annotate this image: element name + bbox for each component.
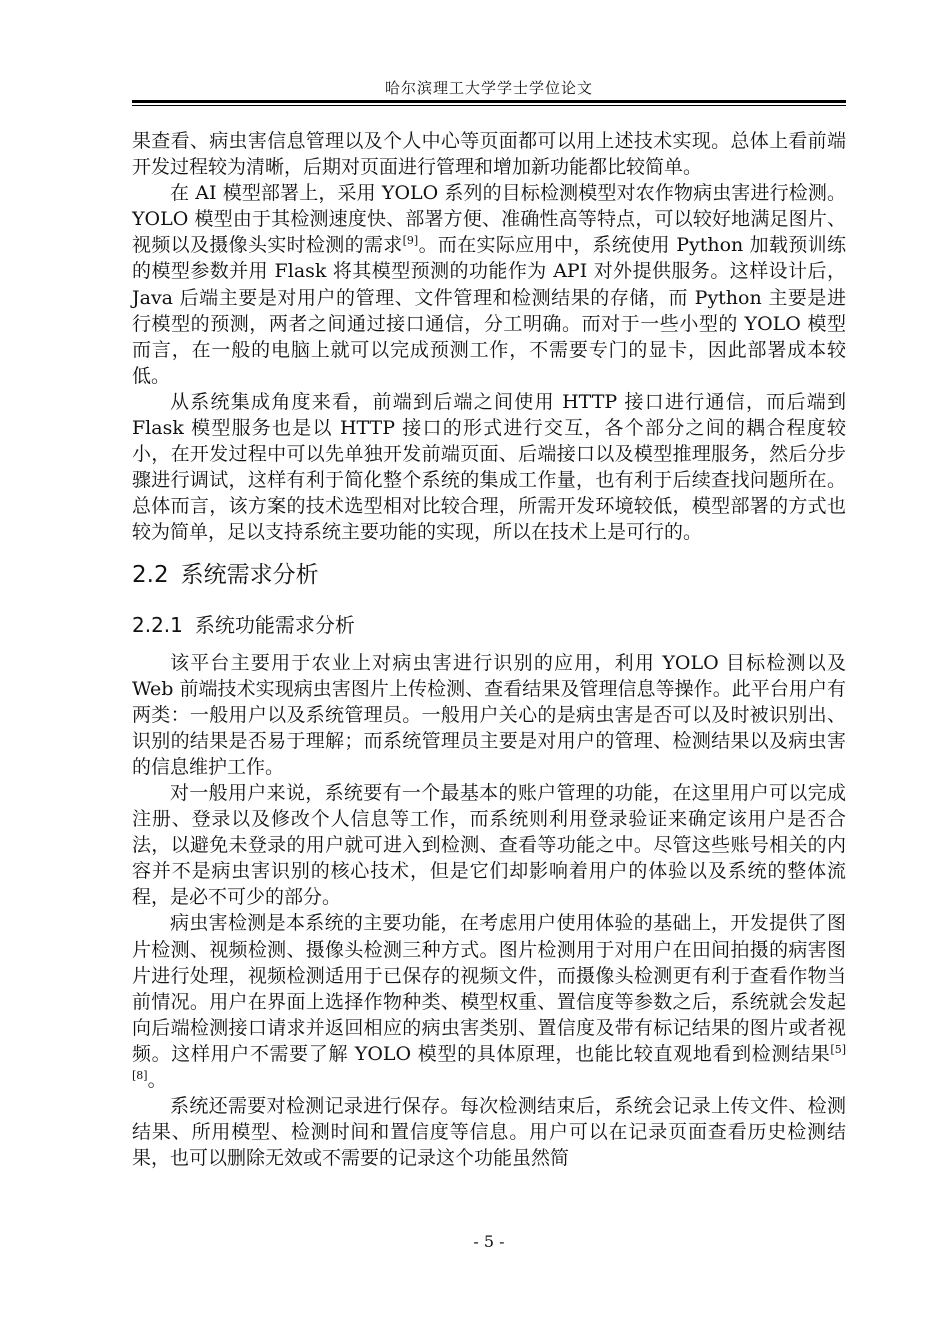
paragraph-text: 。 (147, 1069, 167, 1091)
body-paragraph (132, 650, 846, 780)
page-number: - 5 - (473, 1232, 505, 1251)
citation-reference: [5][8] (132, 1042, 846, 1082)
paragraph-text: 从系统集成角度来看，前端到后端之间使用 HTTP 接口进行通信，而后端到 Flask 模型服务也是以 HTTP 接口的形式进行交互，各个部分之间的耦合程度较小，在开发过程中可以先单独开发前端页面、后端接口以及模型推理服务，然后分步骤进行调试，这样有利于简化整个系统的集成工作量，也有利于后续查找问题所在。总体而言，该方案的技术选型相对比较合理，所需开发环境较低，模型部署的方式也较为简单，足以支持系统主要功能的实现，所以在技术上是可行的。 (132, 390, 846, 544)
body-paragraph (132, 180, 846, 389)
subsection-title: 系统功能需求分析 (194, 612, 355, 637)
citation-reference: [9] (402, 234, 419, 248)
paragraph-text: 病虫害检测是本系统的主要功能，在考虑用户使用体验的基础上，开发提供了图片检测、视频检测、摄像头检测三种方式。图片检测用于对用户在田间拍摄的病害图片进行处理，视频检测适用于已保存的视频文件，而摄像头检测更有利于查看作物当前情况。用户在界面上选择作物种类、模型权重、置信度等参数之后，系统就会发起向后端检测接口请求并返回相应的病虫害类别、置信度及带有标记结果的图片或者视频。这样用户不需要了解 YOLO 模型的具体原理，也能比较直观地看到检测结果 (132, 912, 846, 1065)
paragraph-text: 在 AI 模型部署上，采用 YOLO 系列的目标检测模型对农作物病虫害进行检测。YOLO 模型由于其检测速度快、部署方便、准确性高等特点，可以较好地满足图片、视频以及摄像头实时检测的需求 (132, 182, 846, 257)
header-rule-thick (132, 100, 846, 103)
paragraphs-before-section (132, 128, 846, 546)
paragraph-text: 该平台主要用于农业上对病虫害进行识别的应用，利用 YOLO 目标检测以及 Web 前端技术实现病虫害图片上传检测、查看结果及管理信息等操作。此平台用户有两类：一般用户以及系统管理员。一般用户关心的是病虫害是否可以及时被识别出、识别的结果是否易于理解；而系统管理员主要是对用户的管理、检测结果以及病虫害的信息维护工作。 (132, 651, 846, 778)
body-paragraph (132, 780, 846, 910)
body-paragraph (132, 910, 846, 1093)
page-body (132, 128, 846, 1171)
section-number: 2.2 (132, 561, 169, 588)
paragraph-text: 系统还需要对检测记录进行保存。每次检测结束后，系统会记录上传文件、检测结果、所用模型、检测时间和置信度等信息。用户可以在记录页面查看历史检测结果，也可以删除无效或不需要的记录这个功能虽然简 (132, 1095, 846, 1170)
body-paragraph (132, 389, 846, 546)
paragraphs-after-subsection (132, 650, 846, 1172)
subsection-heading (132, 610, 846, 640)
subsection-number: 2.2.1 (132, 612, 183, 637)
body-paragraph (132, 128, 846, 180)
paragraph-text: 果查看、病虫害信息管理以及个人中心等页面都可以用上述技术实现。总体上看前端开发过程较为清晰，后期对页面进行管理和增加新功能都比较简单。 (132, 130, 846, 179)
section-heading (132, 558, 846, 592)
section-title: 系统需求分析 (180, 561, 319, 588)
paragraph-text: 对一般用户来说，系统要有一个最基本的账户管理的功能，在这里用户可以完成注册、登录以及修改个人信息等工作，而系统则利用登录验证来确定该用户是否合法，以避免未登录的用户就可进入到检测、查看等功能之中。尽管这些账号相关的内容并不是病虫害识别的核心技术，但是它们却影响着用户的体验以及系统的整体流程，是必不可少的部分。 (132, 781, 846, 909)
paragraph-text: 。而在实际应用中，系统使用 Python 加载预训练的模型参数并用 Flask 将其模型预测的功能作为 API 对外提供服务。这样设计后，Java 后端主要是对用户的管理、文件管理和检测结果的存储，而 Python 主要是进行模型的预测，两者之间通过接口通信，分工明确。而对于一些小型的 YOLO 模型而言，在一般的电脑上就可以完成预测工作，不需要专门的显卡，因此部署成本较低。 (132, 234, 846, 387)
body-paragraph (132, 1093, 846, 1171)
running-header: 哈尔滨理工大学学士学位论文 (384, 79, 593, 97)
header-rule-thin (132, 105, 846, 106)
